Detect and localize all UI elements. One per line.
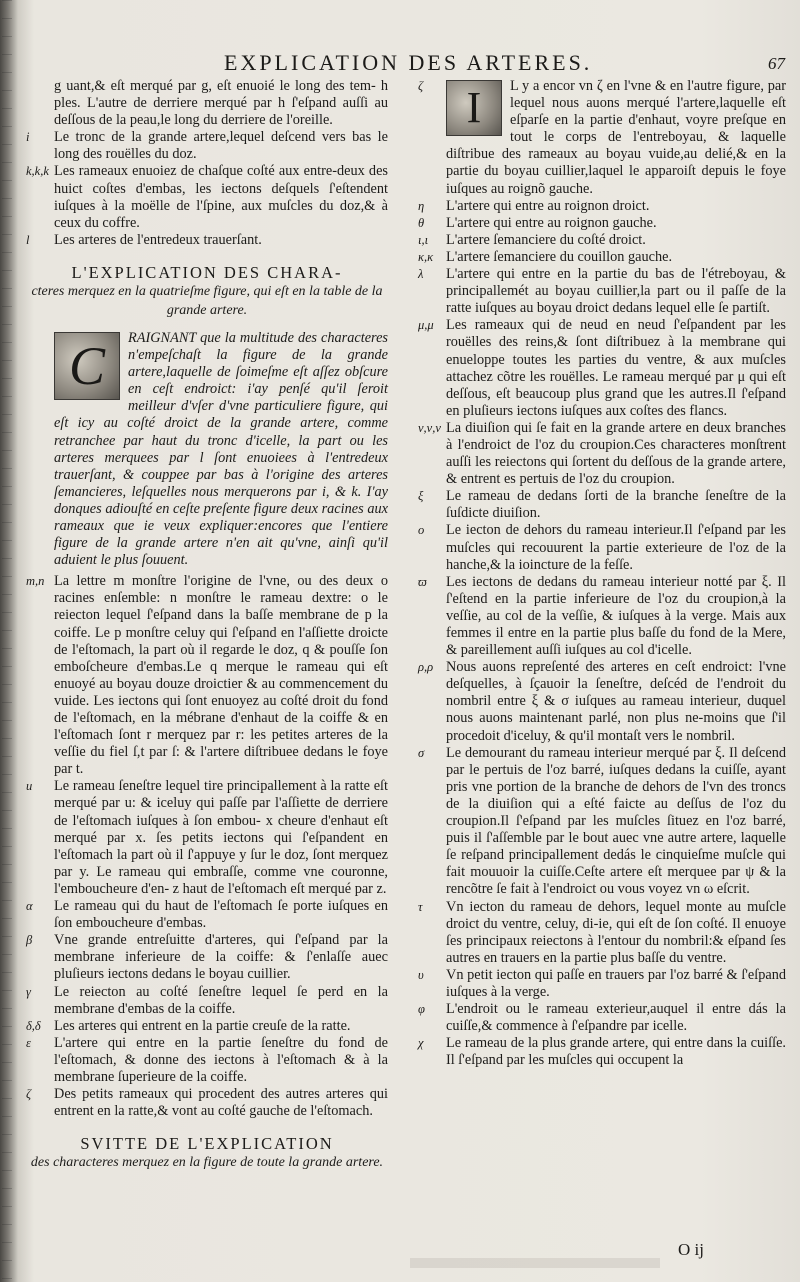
intro-text: RAIGNANT que la multitude des characteres n'empeſchaſt la figure de la grande artere,laquelle de ſoimeſme eſt aſſez obſcure en ceſt endroict: i'ay penſé qu'il ſeroit meilleur d'vſer d'vne particuliere figure, qui eſt icy au coſté droict de la grande artere, comme retranchee par haut du tronc d'icelle, la part ou les arteres merquees par l ſont enuoiees à l'entredeux trauerſant, & couppee par bas à l'origine des arteres ſemancieres, leſquelles nous merquerons par i, & k. I'ay donques adiouſté en ceſte preſente figure deux racines aux rameaux que ie veux expliquer:encores que l'entiere figure de la grande artere n'en ait qu'vne, ainſi qu'il aduient le plus ſouuent. xyxy=(54,329,388,569)
signature-mark: O ij xyxy=(678,1240,704,1259)
entry-nu xyxy=(418,420,786,488)
entry-marker: σ xyxy=(418,745,425,760)
entry-i xyxy=(26,129,388,163)
entry-g-h xyxy=(26,78,388,129)
entry-text: La diuiſion qui ſe fait en la grande artere en deux branches à l'endroict de l'oz du croupion.Ces characteres monſtrent auſſi les reiectons qui ſortent du deſſous de la grande artere, & entrent es pertuis de l'oz du croupion. xyxy=(446,419,786,488)
drop-cap-i xyxy=(446,80,502,136)
entry-zeta-intro xyxy=(418,78,786,198)
entry-eta xyxy=(418,198,786,215)
entry-marker: l xyxy=(26,232,30,247)
entry-text: Le iecton de dehors du rameau interieur.Il ſ'eſpand par les muſcles qui recouurent la partie exterieure de l'oz de la hanche,& la ioincture de la feſſe. xyxy=(446,522,786,573)
entry-text: g uant,& eſt merqué par g, eſt enuoié le long des tem- h ples. L'autre de derriere merqué par h ſ'eſpand auſſi au deſſous de la peau,le long du derriere de l'oreille. xyxy=(54,78,388,129)
entry-lambda xyxy=(418,266,786,317)
entry-marker: α xyxy=(26,899,33,914)
entry-delta xyxy=(26,1018,388,1035)
entry-text: L y a encor vn ζ en l'vne & en l'autre figure, par lequel nous auons merqué l'artere,laquelle eſt eſparſe en la partie d'enhaut, voyre preſque en tout le corps de l'entreboyau, & laquelle diſtribue des rameaux au boyau vuide,au delié,& en la partie du boyau cuillier,laquel le apparoiſt depuis le foye iuſques au roignõ gauche. xyxy=(446,78,786,197)
entry-k xyxy=(26,163,388,231)
heading-italic: des characteres merquez en la figure de toute la grande artere. xyxy=(30,1155,384,1171)
entry-marker: υ xyxy=(418,967,424,982)
section-heading-2 xyxy=(26,1134,388,1172)
section-heading-1 xyxy=(26,263,388,320)
entry-text: Le rameau de la plus grande artere, qui entre dans la cuiſſe. Il ſ'eſpand par les muſcles qui occupent la xyxy=(446,1035,786,1069)
page-number: 67 xyxy=(768,54,785,73)
entry-zeta xyxy=(26,1086,388,1120)
entry-iota xyxy=(418,232,786,249)
entry-text: L'artere ſemanciere du coſté droict. xyxy=(446,231,646,248)
entry-marker: δ,δ xyxy=(26,1018,41,1033)
entry-text: Le demourant du rameau interieur merqué par ξ. Il deſcend par le pertuis de l'oz barré, iuſques dedans la cuiſſe, ayant pris vne portion de la branche de dehors de l'vn des troncs de la diuiſion qui a eſté faicte au deſſus de l'oz du croupion.Il ſ'eſpand par les muſcles ſituez en l'oz barré, puis il ſ'aſſemble par le bout auec vne autre artere, laquelle ſe reſpand principallement dedás le cinquieſme muſcle qui fait mouuoir la cuiſſe.Ceſte artere eſt merquee par ψ & la rencõtre ſe fait à l'endroict ou vous voyez vn ω eſcrit. xyxy=(446,744,786,898)
entry-alpha xyxy=(26,898,388,932)
heading-italic: cteres merquez en la quatrieſme figure, qui eſt en la table de la grande artere. xyxy=(31,283,383,318)
entry-text: L'artere qui entre au roignon gauche. xyxy=(446,214,657,231)
entry-marker: θ xyxy=(418,215,425,230)
entry-text: Les arteres de l'entredeux trauerſant. xyxy=(54,231,262,248)
entry-marker: μ,μ xyxy=(418,318,434,333)
entry-phi xyxy=(418,1001,786,1035)
heading-caps: L'EXPLICATION DES CHARA- xyxy=(71,262,343,282)
entry-text: Les rameaux qui de neud en neud ſ'eſpandent par les rouëlles des reins,& ſont diſtribuez à la membrane qui enueloppe toutes les parties du ventre, & aux muſcles attachez cõtre les rouëlles. Le rameau merqué par μ qui eſt deſſous, eſt beaucoup plus grand que les autres.Il ſ'eſpand en pluſieurs iectons iuſques aux coſtes des flancs. xyxy=(446,317,786,419)
entry-text: L'endroit ou le rameau exterieur,auquel il entre dás la cuiſſe,& commence à ſ'eſpandre par icelle. xyxy=(446,1001,786,1035)
entry-marker: u xyxy=(26,779,33,794)
entry-text: Le rameau ſeneſtre lequel tire principallement à la ratte eſt merqué par u: & iceluy qui paſſe par l'aſſiette de derriere de l'eſtomach iuſques à ſon embou- x cheure d'enhaut eſt merqué par x. ſes petits iectons qui ſ'eſpandent en l'eſtomach la part où il ſ'appuye y ſur le doz, ſont merquez par y. Le rameau qui embraſſe, comme vne couronne, l'emboucheure d'en- z haut de l'eſtomach eſt merqué par z. xyxy=(54,778,388,897)
drop-cap-c xyxy=(54,332,120,400)
right-column xyxy=(418,78,786,1069)
entry-marker: k,k,k xyxy=(26,164,49,179)
entry-chi xyxy=(418,1035,786,1069)
entry-pi xyxy=(418,574,786,659)
entry-marker: m,n xyxy=(26,574,45,589)
entry-marker: τ xyxy=(418,899,423,914)
entry-marker: ι,ι xyxy=(418,232,429,247)
drop-cap-letter: I xyxy=(466,83,482,132)
entry-u xyxy=(26,778,388,898)
entry-omicron xyxy=(418,522,786,573)
entry-marker: ρ,ρ xyxy=(418,660,434,675)
entry-upsilon xyxy=(418,967,786,1001)
entry-text: Le rameau de dedans ſorti de la branche ſeneſtre de la ſuſdicte diuiſion. xyxy=(446,488,786,522)
entry-marker: i xyxy=(26,130,30,145)
entry-text: L'artere qui entre au roignon droict. xyxy=(446,197,650,214)
entry-marker: ν,ν,ν xyxy=(418,420,441,435)
entry-epsilon xyxy=(26,1035,388,1086)
entry-theta xyxy=(418,215,786,232)
entry-text: Nous auons repreſenté des arteres en ceſt endroict: l'vne deſquelles, à ſçauoir la ſeneſtre, deſcéd de l'endroit du nombril entre ξ & σ iuſques au rameau interieur, duquel nous auons maintenant parlé, non plus ne-moins que ſ'il procedoit d'iceluy, & qu'il montaſt vers le nombril. xyxy=(446,659,786,744)
entry-marker: χ xyxy=(418,1036,424,1051)
entry-marker: ζ xyxy=(26,1087,32,1102)
intro-paragraph xyxy=(54,330,388,569)
entry-text: Les iectons de dedans du rameau interieur notté par ξ. Il ſ'eſtend en la partie inferieure de l'oz du croupion,à la veſſie, au col de la veſſie, & iuſques à la verge. Mais aux femmes il entre en la partie plus baſſe du fond de la Mere, & pareillement auſſi iuſques au col d'icelle. xyxy=(446,573,786,659)
entry-l xyxy=(26,232,388,249)
entry-marker: β xyxy=(26,933,33,948)
entry-gamma xyxy=(26,984,388,1018)
entry-marker: κ,κ xyxy=(418,249,434,264)
drop-cap-letter: C xyxy=(68,335,106,396)
entry-text: Vne grande entreſuitte d'arteres, qui ſ'eſpand par la membrane inferieure de la coiffe: & ſ'enlaſſe auec pluſieurs iectons dedans le boyau cuillier. xyxy=(54,932,388,983)
entry-text: Le reiecton au coſté ſeneſtre lequel ſe perd en la membrane d'embas de la coiffe. xyxy=(54,983,388,1017)
entry-text: Le rameau qui du haut de l'eſtomach ſe porte iuſques en ſon emboucheure d'embas. xyxy=(54,898,388,932)
entry-text: L'artere qui entre en la partie ſeneſtre du fond de l'eſtomach, & donne des iectons à l'eſtomach & à la membrane ſuperieure de la coiffe. xyxy=(54,1034,388,1085)
entry-beta xyxy=(26,932,388,983)
entry-marker: ε xyxy=(26,1035,31,1050)
entry-sigma xyxy=(418,745,786,899)
entry-text: Vn iecton du rameau de dehors, lequel monte au muſcle droict du ventre, celuy, di-ie, qui eſt de ſon coſté. Il enuoye ſes principaux reiectons à l'entour du nombril:& eſpand ſes autres en trauers en la partie plus baſſe du ventre. xyxy=(446,898,786,966)
entry-marker: ϖ xyxy=(418,574,427,589)
running-head: EXPLICATION DES ARTERES. xyxy=(224,50,593,75)
entry-marker: η xyxy=(418,198,425,213)
entry-marker: ζ xyxy=(418,79,424,93)
entry-xi xyxy=(418,488,786,522)
entry-text: La lettre m monſtre l'origine de l'vne, ou des deux o racines enſemble: n monſtre le rameau dextre: o le reiecton lequel ſ'eſpand dans la baſſe membrane de p la coiffe. Le p monſtre celuy qui ſ'eſpand en l'aſſiette droicte de l'eſtomach, la part où il regarde le doz, q & pouſſe ſon emboſcheure d'embas.Le q merque le rameau qui eſt enuoyé au boyau douze droictier & au commencement du vuide. Les iectons qui ſont enuoyez au coſté droit du fond de l'eſtomach, en la mébrane d'enhaut de la coiffe & en l'eſtomach ſont r merquez par r: les petites arteres de la veſſie du fiel ſ,t par ſ: & l'artere diſtribuee dedans le foye par t. xyxy=(54,573,388,778)
entry-text: L'artere ſemanciere du couillon gauche. xyxy=(446,248,673,265)
entry-marker: λ xyxy=(418,267,424,282)
left-column xyxy=(26,78,388,1176)
entry-rho xyxy=(418,659,786,744)
entry-text: Les arteres qui entrent en la partie creuſe de la ratte. xyxy=(54,1017,351,1034)
entry-kappa xyxy=(418,249,786,266)
entry-mu xyxy=(418,317,786,420)
entry-marker: γ xyxy=(26,984,31,999)
entry-tau xyxy=(418,899,786,967)
entry-text: Vn petit iecton qui paſſe en trauers par l'oz barré & ſ'eſpand iuſques à la verge. xyxy=(446,966,786,1000)
entry-text: L'artere qui entre en la partie du bas de l'étreboyau, & principallemét au boyau cuillier,la part ou il paſſe de la ratte iuſques au boyau droict dedans lequel elle ſe partiſt. xyxy=(446,266,786,317)
entry-text: Le tronc de la grande artere,lequel deſcend vers bas le long des rouëlles du doz. xyxy=(54,129,388,163)
entry-text: Des petits rameaux qui procedent des autres arteres qui entrent en la ratte,& vont au coſté gauche de l'eſtomach. xyxy=(54,1086,388,1120)
entry-marker: ο xyxy=(418,523,425,538)
entry-marker: ξ xyxy=(418,489,424,504)
heading-caps: SVITTE DE L'EXPLICATION xyxy=(80,1134,334,1154)
entry-marker: φ xyxy=(418,1002,425,1017)
binding-gutter xyxy=(2,0,12,1282)
bleed-through-smudge xyxy=(410,1258,660,1268)
entry-m-n xyxy=(26,573,388,778)
entry-text: Les rameaux enuoiez de chaſque coſté aux entre-deux des huict coſtes d'embas, les iectons deſquels ſ'eſtendent iuſques à la moëlle de l'ſpine, aux muſcles du doz,& à ceux du coffre. xyxy=(54,163,388,231)
